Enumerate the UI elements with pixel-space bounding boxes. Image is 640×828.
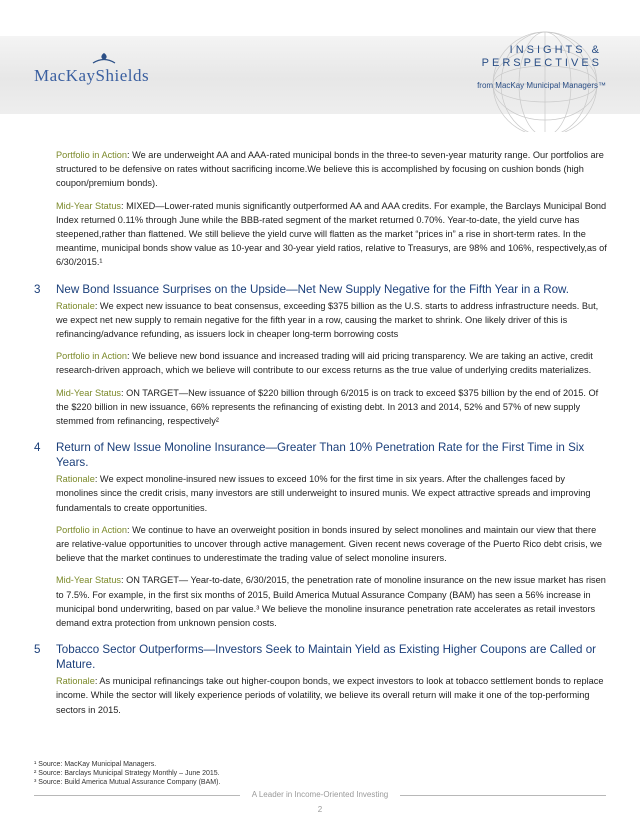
section-title: New Bond Issuance Surprises on the Upside—Net New Supply Negative for the Fifth Year in a Row.: [56, 282, 569, 296]
paragraph: [56, 148, 608, 191]
main-content: [34, 148, 608, 725]
company-logo: [34, 52, 174, 88]
paragraph: [56, 386, 608, 429]
paragraph: [56, 472, 608, 515]
footnote: ¹ Source: MacKay Municipal Managers.: [34, 761, 157, 768]
paragraph: [56, 299, 608, 342]
section-heading: [34, 642, 608, 672]
para-text: : ON TARGET— Year-to-date, 6/30/2015, the penetration rate of monoline insurance on the new issue market has risen to 7.5%. For example, in the first six months of 2015, Build America Mutual Assurance Company (BAM) has seen a 56% increase in municipal bond underwriting, based on par value.³ We believe the monoline insurance penetration rate accelerates as retail investors demand extra protection from unknown pension costs.: [56, 575, 606, 629]
section-title: Return of New Issue Monoline Insurance—Greater Than 10% Penetration Rate for the First Time in Six Years.: [56, 441, 585, 470]
para-label: Mid-Year Status: [56, 387, 122, 398]
globe-icon: [470, 22, 620, 132]
page-number: 2: [317, 805, 323, 814]
paragraph: [56, 674, 608, 717]
section-number: 5: [34, 643, 41, 657]
para-text: : As municipal refinancings take out higher-coupon bonds, we expect investors to look at tobacco settlement bonds to replace income. While the sector will likely experience periods of volatility, we believe its overall return will make it one of the top-performing sectors in 2015.: [56, 676, 604, 715]
para-label: Rationale: [56, 474, 95, 485]
para-text: : We continue to have an overweight position in bonds insured by select monolines and maintain our view that there are relative-value opportunities to uncover through active management. Given recent news coverage of the Puerto Rico debt crisis, we believe that the market continues to underestimate the trading value of select monoline insurers.: [56, 524, 602, 564]
logo-text: MacKayShields: [34, 66, 150, 85]
perspectives-line: PERSPECTIVES: [481, 57, 602, 69]
para-text: : We believe new bond issuance and increased trading will aid pricing transparency. We are taking an active, credit research-driven approach, which we believe will contribute to our excess returns as the true value of underlying credits materializes.: [56, 351, 593, 376]
paragraph: [56, 199, 608, 270]
section-3: [34, 282, 608, 429]
logo-emblem-icon: [91, 52, 117, 66]
para-label: Portfolio in Action: [56, 524, 127, 535]
para-text: : We expect new issuance to beat consensus, exceeding $375 billion as the U.S. starts to address infrastructure needs. But, we expect net new supply to remain negative for the fifth year in a row, causing the market to shrink. One likely driver of this is refinancing/advance refunding, as issuers lock in cheaper long-term borrowing costs: [56, 300, 599, 340]
para-text: : ON TARGET—New issuance of $220 billion through 6/2015 is on track to exceed $375 billion by the end of 2015. Of the $220 billion in new issuance, 66% represents the refinancing of existing debt. In 2013 and 2014, 52% and 57% of new supply stemmed from refinancing, respectively²: [56, 387, 599, 427]
paragraph: [56, 349, 608, 377]
para-label: Portfolio in Action: [56, 150, 127, 160]
footnote: ³ Source: Build America Mutual Assurance Company (BAM).: [34, 779, 221, 786]
para-label: Mid-Year Status: [56, 200, 122, 211]
para-label: Rationale: [56, 300, 95, 311]
insights-line: INSIGHTS &: [509, 44, 602, 56]
section-heading: [34, 282, 608, 297]
section-title: Tobacco Sector Outperforms—Investors Seek to Maintain Yield as Existing Higher Coupons are Called or Mature.: [56, 643, 597, 672]
section-number: 4: [34, 441, 41, 455]
para-label: Mid-Year Status: [56, 575, 122, 586]
para-text: : We expect monoline-insured new issues to exceed 10% for the first time in six years. After the challenges faced by monolines since the credit crisis, many investors are still underweight to insured munis. We expect attractive spreads and improving fundamentals to create opportunities.: [56, 474, 591, 513]
header-tagline: from MacKay Municipal Managers™: [477, 81, 606, 90]
section-5: [34, 642, 608, 717]
insights-perspectives-title: [482, 44, 602, 70]
footer-tagline: A Leader in Income-Oriented Investing: [251, 790, 389, 799]
section-heading: [34, 440, 608, 470]
section-4: [34, 440, 608, 630]
para-text: : We are underweight AA and AAA-rated municipal bonds in the three-to seven-year maturity range. Our portfolios are structured to be defensive on rates without sacrificing income.We believe this is accomplished by focusing on cushion bonds (high coupon/premium bonds).: [56, 150, 604, 189]
section-number: 3: [34, 282, 41, 296]
para-text: : MIXED—Lower-rated munis significantly outperformed AA and AAA credits. For example, the Barclays Municipal Bond Index returned 0.11% through June while the BBB-rated segment of the market returned 0.70%. Year-to-date, the yield curve has steepened,rather than flattened. We still believe the yield curve will flatten as the market “prices in” a rise in short-term rates. In the meantime, municipal bonds show value as 10-year and 30-year yield ratios, relative to Treasurys, are 98% and 106%, respectively,as of 6/30/2015.¹: [56, 200, 607, 268]
para-label: Rationale: [56, 676, 95, 687]
paragraph: [56, 573, 608, 630]
paragraph: [56, 523, 608, 566]
footnote: ² Source: Barclays Municipal Strategy Monthly – June 2015.: [34, 770, 220, 777]
footnotes: [34, 760, 220, 787]
intro-block: [34, 148, 608, 270]
para-label: Portfolio in Action: [56, 351, 127, 362]
